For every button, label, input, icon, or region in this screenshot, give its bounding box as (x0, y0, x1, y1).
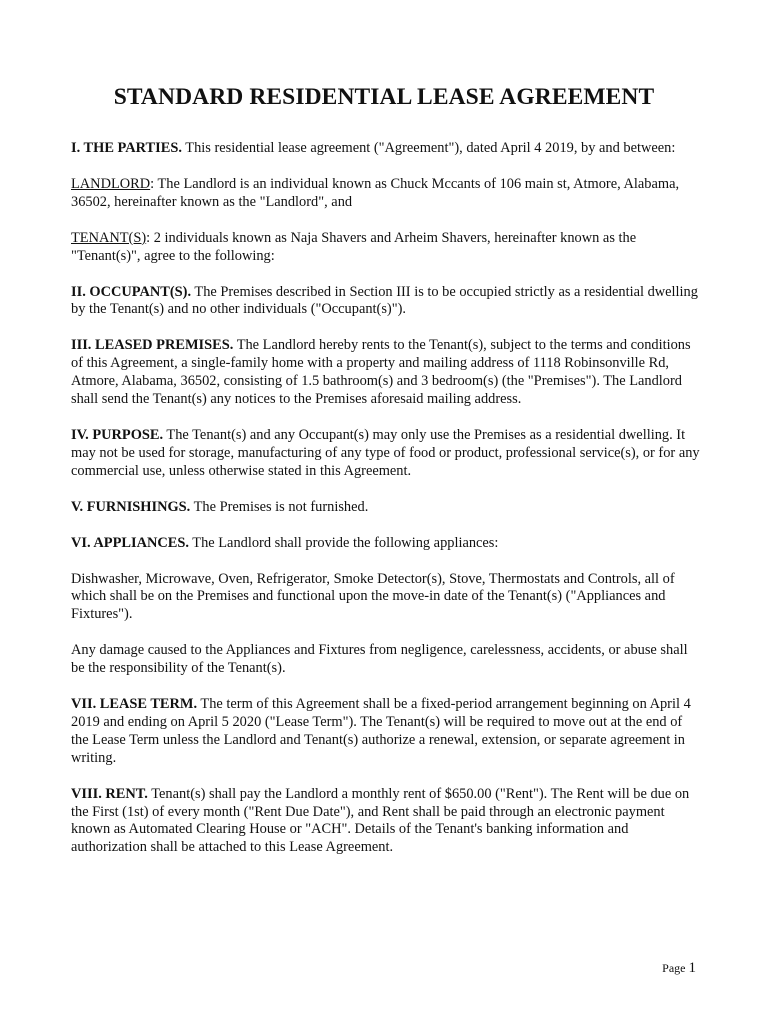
section-premises (71, 337, 701, 409)
section-furnishings (71, 499, 701, 517)
section-tenants (71, 230, 701, 266)
document-body (71, 140, 701, 875)
section-text: The Premises is not furnished. (190, 498, 369, 515)
section-rent (71, 786, 701, 858)
section-heading: VII. LEASE TERM. (71, 696, 198, 713)
section-text: Tenant(s) shall pay the Landlord a monthly rent of $650.00 ("Rent"). The Rent will be due on the First (1st) of every month ("Rent Due Date"), and Rent shall be paid through an electronic payment known as Automated Clearing House or "ACH". Details of the Tenant's banking information and authorization shall be attached to this Lease Agreement. (71, 785, 690, 856)
section-text: The term of this Agreement shall be a fixed-period arrangement beginning on April 4 2019 and ending on April 5 2020 ("Lease Term"). The Tenant(s) will be required to move out at the end of the Lease Term unless the Landlord and Tenant(s) authorize a renewal, extension, or separate agreement in writing. (71, 696, 691, 766)
section-parties (71, 140, 701, 158)
appliances-damage: Any damage caused to the Appliances and Fixtures from negligence, carelessness, accidents, or abuse shall be the responsibility of the Tenant(s). (71, 642, 688, 677)
appliances-list: Dishwasher, Microwave, Oven, Refrigerator, Smoke Detector(s), Stove, Thermostats and Controls, all of which shall be on the Premises and functional upon the move-in date of the Tenant(s) ("Appliances and Fixtures"). (71, 570, 675, 623)
section-text: : The Landlord is an individual known as Chuck Mccants of 106 main st, Atmore, Alabama, 36502, hereinafter known as the "Landlord", and (71, 175, 680, 210)
section-heading: III. LEASED PREMISES. (71, 337, 234, 354)
section-heading: VIII. RENT. (71, 785, 148, 802)
page-footer (662, 960, 696, 977)
section-text: This residential lease agreement ("Agreement"), dated April 4 2019, by and between: (181, 140, 676, 156)
section-heading: V. FURNISHINGS. (71, 498, 191, 515)
section-heading: VI. APPLIANCES. (71, 534, 189, 551)
tenants-label: TENANT(S) (71, 229, 147, 246)
section-heading: IV. PURPOSE. (71, 426, 164, 443)
page-number: 1 (688, 960, 696, 976)
document-title: STANDARD RESIDENTIAL LEASE AGREEMENT (113, 84, 655, 110)
section-heading: I. THE PARTIES. (71, 140, 182, 156)
section-landlord (71, 176, 701, 212)
section-text: The Premises described in Section III is to be occupied strictly as a residential dwelling by the Tenant(s) and no other individuals ("Occupant(s)"). (71, 283, 698, 318)
page-label: Page (662, 961, 686, 975)
section-text: The Tenant(s) and any Occupant(s) may only use the Premises as a residential dwelling. It may not be used for storage, manufacturing of any type of food or product, professional service(s), or for any commercial use, unless otherwise stated in this Agreement. (71, 426, 700, 479)
section-lease-term (71, 696, 701, 768)
section-text: The Landlord shall provide the following appliances: (188, 534, 499, 551)
landlord-label: LANDLORD (71, 175, 151, 192)
section-occupants (71, 284, 701, 320)
section-text: : 2 individuals known as Naja Shavers and Arheim Shavers, hereinafter known as the "Tenant(s)", agree to the following: (71, 229, 637, 264)
section-heading: II. OCCUPANT(S). (71, 283, 192, 300)
section-text: The Landlord hereby rents to the Tenant(s), subject to the terms and conditions of this Agreement, a single-family home with a property and mailing address of 1118 Robinsonville Rd, Atmore, Alabama, 36502, consisting of 1.5 bathroom(s) and 3 bedroom(s) (the "Premises"). The Landlord shall send the Tenant(s) any notices to the Premises aforesaid mailing address. (71, 337, 691, 408)
section-appliances (71, 535, 701, 553)
section-purpose (71, 427, 701, 481)
